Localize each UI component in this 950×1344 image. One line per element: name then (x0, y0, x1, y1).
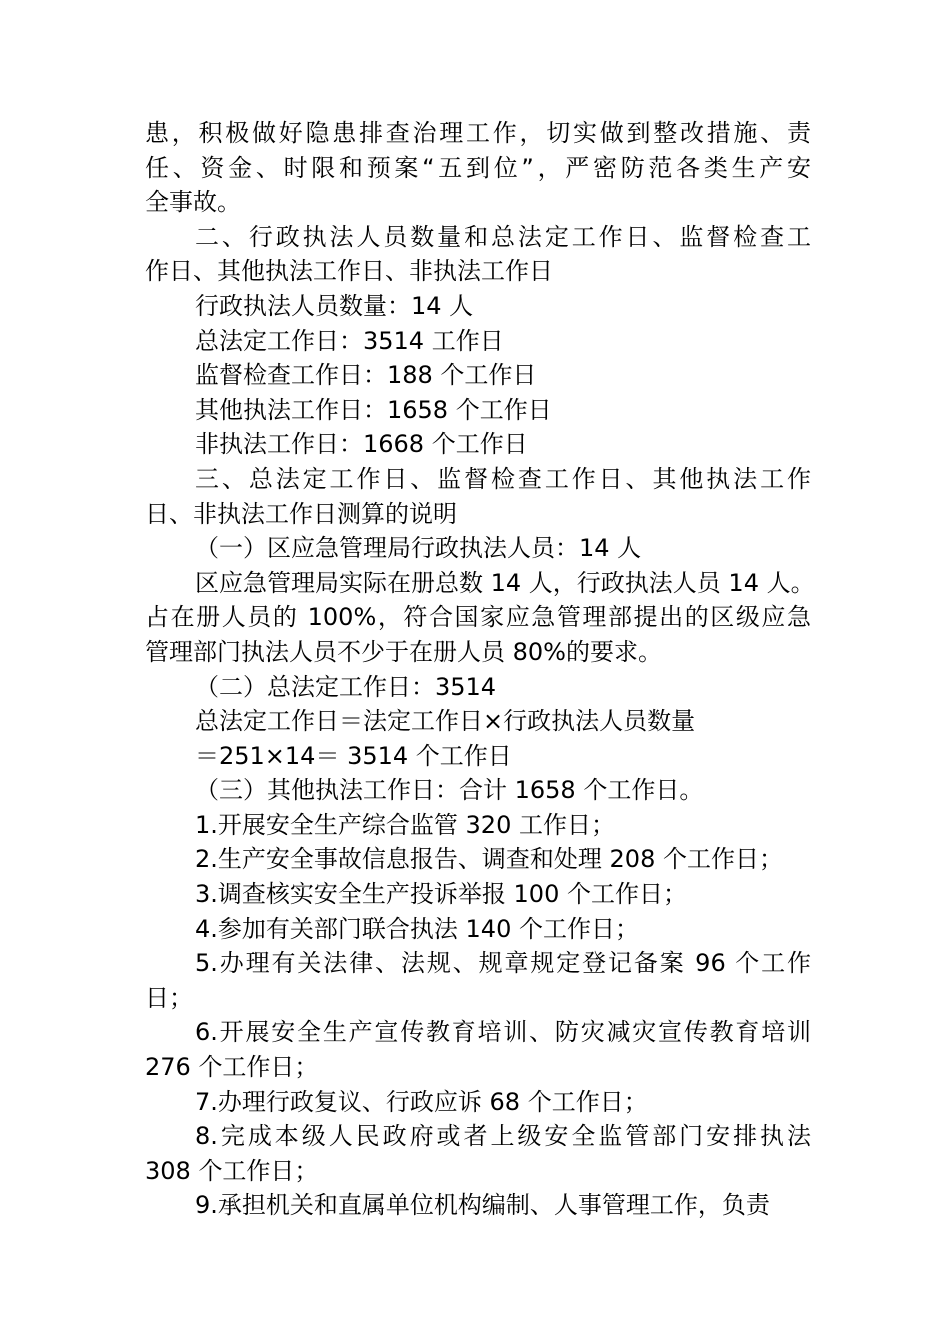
text-line: 总法定工作日：3514 工作日 (195, 326, 504, 355)
text-line: 三、总法定工作日、监督检查工作日、其他执法工作 (195, 464, 811, 493)
paragraph (145, 220, 811, 289)
text-line: 日； (145, 983, 193, 1012)
paragraph (145, 1015, 811, 1084)
text-line: ＝251×14＝ 3514 个工作日 (195, 741, 512, 770)
paragraph (145, 842, 811, 877)
text-line: 作日、其他执法工作日、非执法工作日 (145, 257, 553, 286)
paragraph (145, 393, 811, 428)
paragraph (145, 116, 811, 220)
paragraph (145, 427, 811, 462)
text-line: 5.办理有关法律、法规、规章规定登记备案 96 个工作 (195, 949, 811, 978)
text-line: 3.调查核实安全生产投诉举报 100 个工作日； (195, 880, 687, 909)
paragraph (145, 912, 811, 947)
text-line: 7.办理行政复议、行政应诉 68 个工作日； (195, 1087, 648, 1116)
paragraph (145, 289, 811, 324)
text-line: 管理部门执法人员不少于在册人员 80%的要求。 (145, 637, 662, 666)
text-line: 6.开展安全生产宣传教育培训、防灾减灾宣传教育培训 (195, 1018, 811, 1047)
text-line: （二）总法定工作日：3514 (195, 672, 497, 701)
text-line: 9.承担机关和直属单位机构编制、人事管理工作，负责 (195, 1191, 770, 1220)
paragraph (145, 1188, 811, 1223)
paragraph (145, 670, 811, 705)
text-line: 4.参加有关部门联合执法 140 个工作日； (195, 914, 639, 943)
paragraph (145, 946, 811, 1015)
paragraph (145, 739, 811, 774)
text-line: 2.生产安全事故信息报告、调查和处理 208 个工作日； (195, 845, 783, 874)
text-line: 1.开展安全生产综合监管 320 工作日； (195, 810, 615, 839)
paragraph (145, 808, 811, 843)
paragraph (145, 704, 811, 739)
paragraph (145, 358, 811, 393)
text-line: （一）区应急管理局行政执法人员：14 人 (195, 534, 642, 563)
text-line: 非执法工作日：1668 个工作日 (195, 430, 528, 459)
text-line: 日、非执法工作日测算的说明 (145, 499, 457, 528)
text-line: 总法定工作日＝法定工作日×行政执法人员数量 (195, 707, 696, 736)
paragraph (145, 877, 811, 912)
text-line: 行政执法人员数量：14 人 (195, 291, 474, 320)
text-line: 监督检查工作日：188 个工作日 (195, 361, 537, 390)
text-line: 二、行政执法人员数量和总法定工作日、监督检查工 (195, 222, 811, 251)
paragraph (145, 773, 811, 808)
text-line: 区应急管理局实际在册总数 14 人，行政执法人员 14 人。 (195, 568, 815, 597)
text-line: 任、资金、时限和预案“五到位”，严密防范各类生产安 (145, 153, 811, 182)
paragraph (145, 566, 815, 670)
text-line: 8.完成本级人民政府或者上级安全监管部门安排执法 (195, 1122, 811, 1151)
paragraph (145, 1085, 811, 1120)
text-line: （三）其他执法工作日：合计 1658 个工作日。 (195, 776, 704, 805)
text-line: 患，积极做好隐患排查治理工作，切实做到整改措施、责 (145, 119, 811, 147)
paragraph (145, 1119, 811, 1188)
paragraph (145, 324, 811, 359)
text-line: 308 个工作日； (145, 1156, 319, 1185)
paragraph (145, 462, 811, 531)
text-line: 全事故。 (145, 188, 241, 217)
document-body (145, 116, 815, 1223)
text-line: 其他执法工作日：1658 个工作日 (195, 395, 552, 424)
paragraph (145, 531, 811, 566)
text-line: 276 个工作日； (145, 1053, 319, 1082)
text-line: 占在册人员的 100%，符合国家应急管理部提出的区级应急 (145, 603, 811, 632)
